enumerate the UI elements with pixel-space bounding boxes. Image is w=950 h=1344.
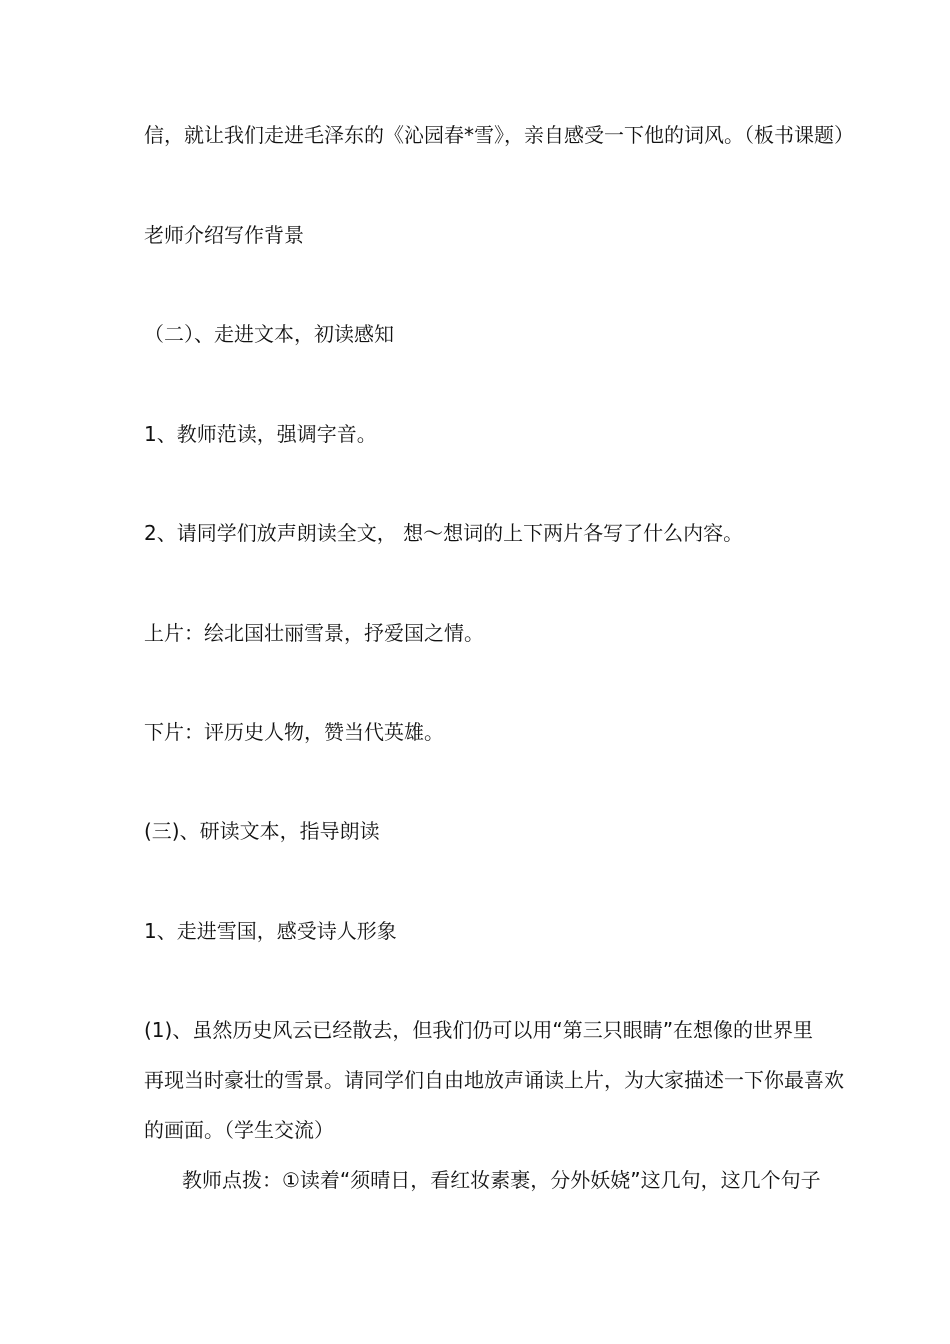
step-2-student-reading: 2、请同学们放声朗读全文， 想～想词的上下两片各写了什么内容。 [144,521,744,545]
step-1-teacher-reading: 1、教师范读，强调字音。 [144,422,377,446]
teacher-guidance-line: 教师点拨：①读着“须晴日，看红妆素裹，分外妖娆”这几句，这几个句子 [182,1168,821,1192]
text-line-lower-part: 下片：评历史人物，赞当代英雄。 [144,720,444,744]
paragraph-1-line-3: 的画面。（学生交流） [144,1118,334,1142]
text-line-upper-part: 上片：绘北国壮丽雪景，抒爱国之情。 [144,621,484,645]
text-line-continuation: 信，就让我们走进毛泽东的《沁园春*雪》，亲自感受一下他的词风。（板书课题） [144,123,854,147]
paragraph-1-line-1: (1)、虽然历史风云已经散去，但我们仍可以用“第三只眼睛”在想像的世界里 [144,1018,814,1042]
paragraph-1-line-2: 再现当时豪壮的雪景。请同学们自由地放声诵读上片，为大家描述一下你最喜欢 [144,1068,844,1092]
section-heading-3: (三)、研读文本，指导朗读 [144,819,380,843]
text-line-background-intro: 老师介绍写作背景 [144,223,304,247]
step-1-enter-snow-country: 1、走进雪国，感受诗人形象 [144,919,397,943]
section-heading-2: （二）、走进文本，初读感知 [144,322,394,346]
